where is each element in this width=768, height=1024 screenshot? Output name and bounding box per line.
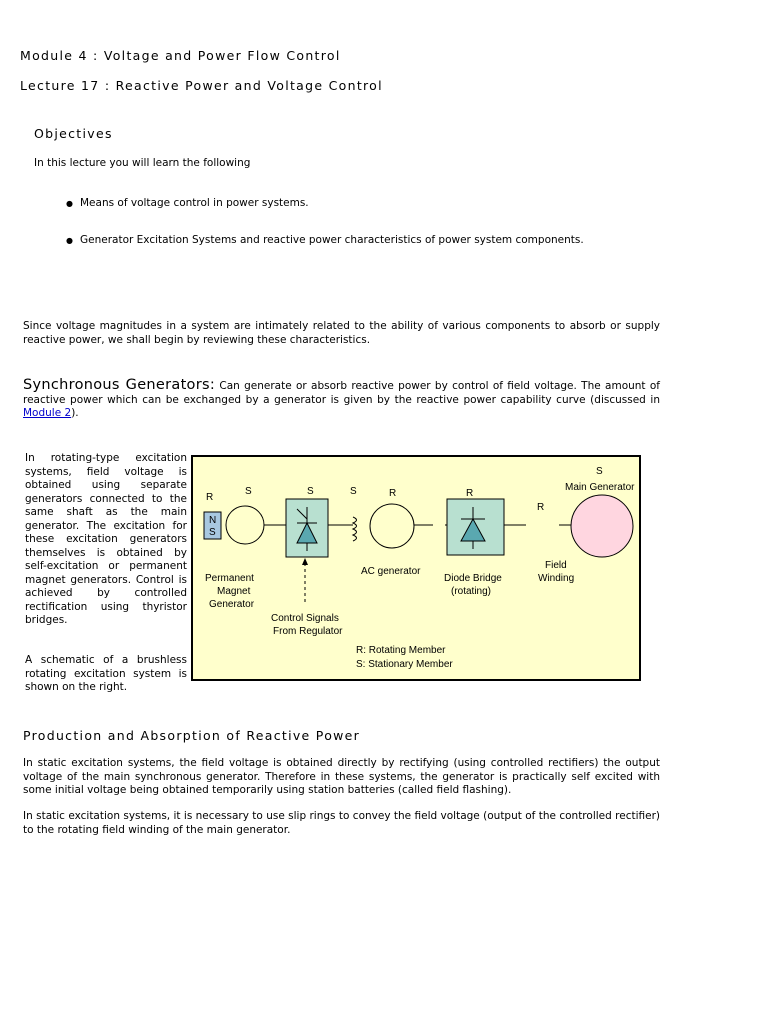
rotating-excitation-paragraph: In rotating-type excitation systems, field voltage is obtained using separate generators connected to the same shaft as the main generator. The excitation for these excitation generators themselves is obtained by self-excitation or permanent magnet generators. Control is achieved by controlled rectification using thyristor bridges. (25, 452, 187, 626)
marker-r: R (537, 502, 545, 513)
main-generator-circle (571, 495, 633, 557)
pmg-label: Permanent (205, 573, 254, 584)
module-2-link[interactable]: Module 2 (23, 407, 72, 419)
bullet-icon: ● (66, 236, 73, 245)
field-winding-label: Field (545, 560, 567, 571)
pmg-label: Magnet (217, 586, 251, 597)
ac-generator-circle (370, 504, 414, 548)
marker-s: S (350, 486, 357, 497)
static-excitation-paragraph-1: In static excitation systems, the field voltage is obtained directly by rectifying (using controlled rectifiers) the output voltage of the main synchronous generator. Therefore in these systems, the generator is practically self excited with some initial voltage being obtained temporarily using station batteries (called field flashing). (23, 757, 660, 796)
marker-r: R (389, 488, 397, 499)
arrow-icon (302, 558, 308, 565)
intro-paragraph: Since voltage magnitudes in a system are intimately related to the ability of various components to absorb or supply reactive power, we shall begin by reviewing these characteristics. (23, 320, 660, 346)
legend-stationary: S: Stationary Member (356, 659, 453, 670)
production-heading: Production and Absorption of Reactive Power (23, 728, 361, 743)
marker-r: R (206, 492, 214, 503)
objectives-intro: In this lecture you will learn the following (34, 157, 251, 169)
control-signals-label: Control Signals (271, 613, 339, 624)
coil-1-icon (353, 517, 357, 541)
pmg-pole-n: N (209, 515, 217, 526)
marker-s: S (307, 486, 314, 497)
objectives-heading: Objectives (34, 126, 113, 141)
marker-r: R (466, 488, 474, 499)
bullet-icon: ● (66, 199, 73, 208)
sync-generators-title: Synchronous Generators: (23, 377, 216, 393)
diode-bridge-label: Diode Bridge (444, 573, 502, 584)
static-excitation-paragraph-2: In static excitation systems, it is necessary to use slip rings to convey the field voltage (output of the controlled rectifier) to the rotating field winding of the main generator. (23, 810, 660, 836)
schematic-note: A schematic of a brushless rotating excitation system is shown on the right. (25, 654, 187, 693)
objective-item: ● Means of voltage control in power systems. (66, 197, 309, 209)
pmg-pole-s: S (209, 527, 216, 538)
marker-s: S (596, 466, 603, 477)
field-winding-label: Winding (538, 573, 575, 584)
pmg-circle (226, 506, 264, 544)
objective-item: ● Generator Excitation Systems and reactive power characteristics of power system components. (66, 234, 584, 246)
diode-bridge-label: (rotating) (451, 586, 492, 597)
module-title: Module 4 : Voltage and Power Flow Control (20, 48, 341, 63)
sync-generators-paragraph: Synchronous Generators: Can generate or absorb reactive power by control of field voltage. The amount of reactive power which can be exchanged by a generator is given by the reactive power capability curve (discussed in Module 2). (23, 377, 660, 419)
main-generator-label: Main Generator (565, 482, 635, 493)
lecture-title: Lecture 17 : Reactive Power and Voltage Control (20, 78, 383, 93)
control-signals-label: From Regulator (273, 626, 343, 637)
ac-generator-label: AC generator (361, 566, 421, 577)
brushless-excitation-diagram (191, 455, 641, 681)
marker-s: S (245, 486, 252, 497)
pmg-label: Generator (209, 599, 255, 610)
diagram-svg (193, 457, 639, 679)
legend-rotating: R: Rotating Member (356, 645, 446, 656)
